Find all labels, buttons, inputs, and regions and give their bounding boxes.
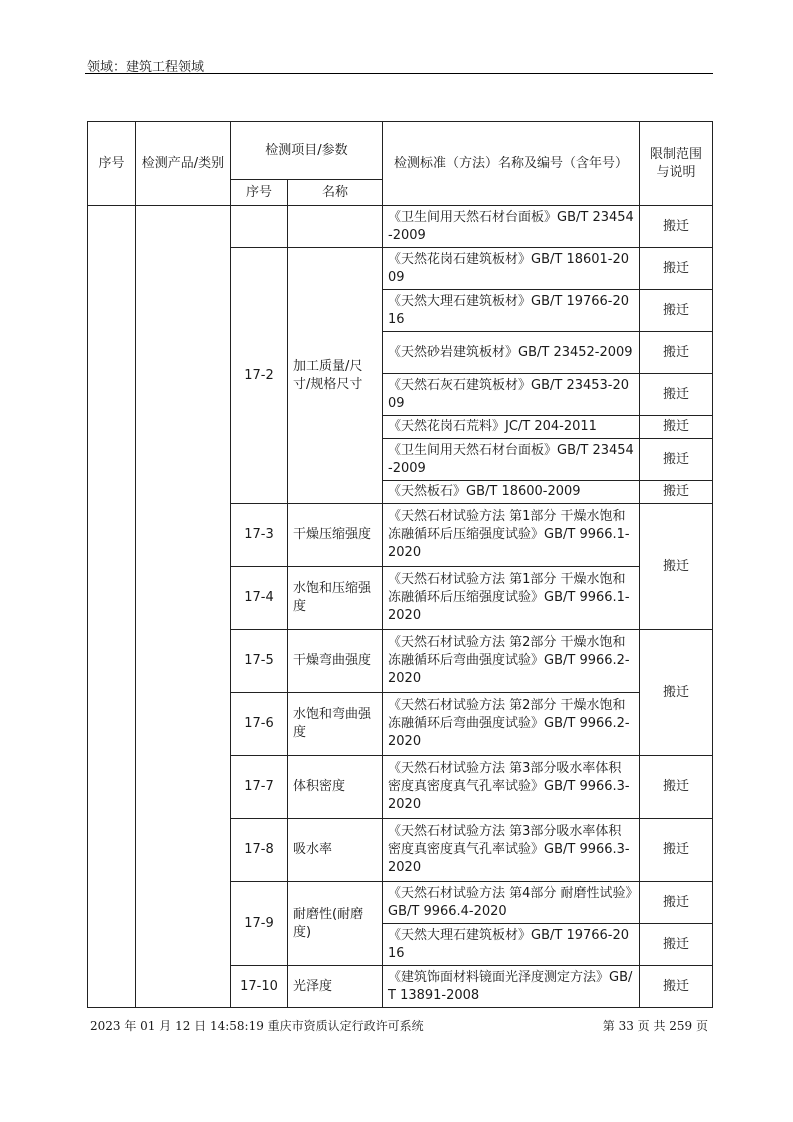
cell-item-seq: 17-3: [231, 504, 288, 567]
cell-limit: 搬迁: [640, 504, 713, 630]
cell-standard: 《卫生间用天然石材台面板》GB/T 23454-2009: [383, 206, 640, 248]
cell-item-name: 耐磨性(耐磨度): [288, 882, 383, 966]
cell-limit: 搬迁: [640, 248, 713, 290]
cell-item-name: 体积密度: [288, 756, 383, 819]
cell-item-name: 水饱和压缩强度: [288, 567, 383, 630]
cell-standard: 《天然石材试验方法 第3部分吸水率体积密度真密度真气孔率试验》GB/T 9966.3-2020: [383, 819, 640, 882]
cell-limit: 搬迁: [640, 439, 713, 481]
cell-item-seq: 17-5: [231, 630, 288, 693]
cell-standard: 《天然石材试验方法 第2部分 干燥水饱和 冻融循环后弯曲强度试验》GB/T 9966.2-2020: [383, 630, 640, 693]
cell-item-name: 加工质量/尺寸/规格尺寸: [288, 248, 383, 504]
cell-standard: 《建筑饰面材料镜面光泽度测定方法》GB/T 13891-2008: [383, 966, 640, 1008]
cell-standard: 《天然石灰石建筑板材》GB/T 23453-2009: [383, 374, 640, 416]
cell-item-seq: 17-9: [231, 882, 288, 966]
cell-item-seq: 17-6: [231, 693, 288, 756]
header-item-name: 名称: [288, 180, 383, 206]
cell-item-name: 干燥弯曲强度: [288, 630, 383, 693]
header-item: 检测项目/参数: [231, 122, 383, 180]
cell-limit: 搬迁: [640, 630, 713, 756]
cell-limit: 搬迁: [640, 819, 713, 882]
cell-item-seq: 17-4: [231, 567, 288, 630]
cell-standard: 《天然石材试验方法 第1部分 干燥水饱和 冻融循环后压缩强度试验》GB/T 9966.1-2020: [383, 504, 640, 567]
cell-standard: 《天然大理石建筑板材》GB/T 19766-2016: [383, 924, 640, 966]
cell-standard: 《天然板石》GB/T 18600-2009: [383, 481, 640, 504]
cell-seq-empty: [88, 206, 136, 1008]
cell-standard: 《天然花岗石建筑板材》GB/T 18601-2009: [383, 248, 640, 290]
footer-timestamp: 2023 年 01 月 12 日 14:58:19 重庆市资质认定行政许可系统: [90, 1019, 424, 1033]
cell-standard: 《天然石材试验方法 第4部分 耐磨性试验》GB/T 9966.4-2020: [383, 882, 640, 924]
header-standard: 检测标准（方法）名称及编号（含年号）: [383, 122, 640, 206]
cell-limit: 搬迁: [640, 290, 713, 332]
header-divider: [85, 73, 713, 74]
header-product: 检测产品/类别: [136, 122, 231, 206]
cell-item-name: [288, 206, 383, 248]
header-item-seq: 序号: [231, 180, 288, 206]
cell-item-seq: 17-2: [231, 248, 288, 504]
cell-item-seq: 17-10: [231, 966, 288, 1008]
cell-standard: 《天然石材试验方法 第2部分 干燥水饱和 冻融循环后弯曲强度试验》GB/T 9966.2-2020: [383, 693, 640, 756]
cell-item-name: 吸水率: [288, 819, 383, 882]
page-header-domain: 领域：建筑工程领域: [87, 60, 205, 75]
cell-standard: 《天然石材试验方法 第3部分吸水率体积密度真密度真气孔率试验》GB/T 9966.3-2020: [383, 756, 640, 819]
cell-limit: 搬迁: [640, 416, 713, 439]
cell-limit: 搬迁: [640, 882, 713, 924]
cell-standard: 《天然花岗石荒料》JC/T 204-2011: [383, 416, 640, 439]
table-row: [88, 206, 713, 248]
footer-page-number: 第 33 页 共 259 页: [602, 1019, 708, 1033]
cell-item-seq: [231, 206, 288, 248]
cell-standard: 《天然砂岩建筑板材》GB/T 23452-2009: [383, 332, 640, 374]
inspection-table: [87, 121, 713, 1008]
cell-item-name: 水饱和弯曲强度: [288, 693, 383, 756]
cell-limit: 搬迁: [640, 374, 713, 416]
cell-limit: 搬迁: [640, 332, 713, 374]
cell-item-name: 干燥压缩强度: [288, 504, 383, 567]
cell-limit: 搬迁: [640, 966, 713, 1008]
cell-standard: 《天然石材试验方法 第1部分 干燥水饱和 冻融循环后压缩强度试验》GB/T 9966.1-2020: [383, 567, 640, 630]
cell-standard: 《天然大理石建筑板材》GB/T 19766-2016: [383, 290, 640, 332]
cell-item-name: 光泽度: [288, 966, 383, 1008]
cell-limit: 搬迁: [640, 924, 713, 966]
cell-limit: 搬迁: [640, 756, 713, 819]
cell-limit: 搬迁: [640, 481, 713, 504]
cell-limit: 搬迁: [640, 206, 713, 248]
cell-product-empty: [136, 206, 231, 1008]
cell-item-seq: 17-7: [231, 756, 288, 819]
cell-standard: 《卫生间用天然石材台面板》GB/T 23454-2009: [383, 439, 640, 481]
header-limit: 限制范围与说明: [640, 122, 713, 206]
header-seq: 序号: [88, 122, 136, 206]
cell-item-seq: 17-8: [231, 819, 288, 882]
